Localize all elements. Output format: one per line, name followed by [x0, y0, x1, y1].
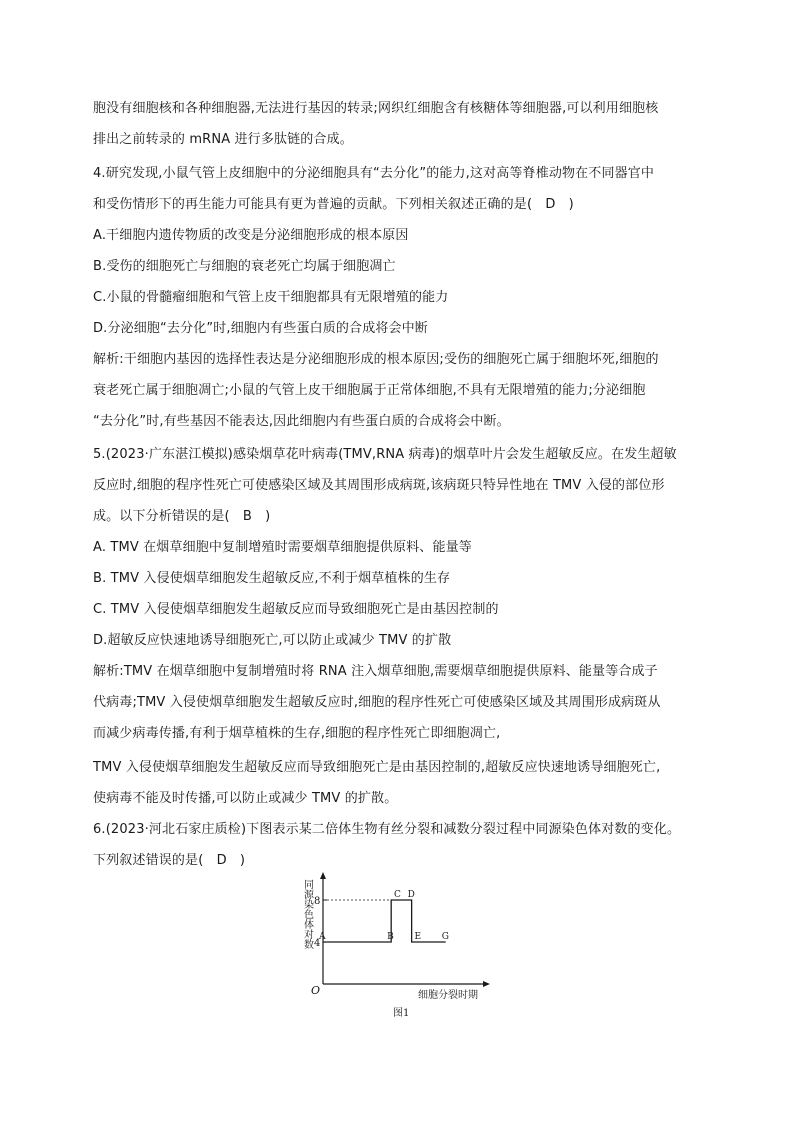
question-5-stem: 成。以下分析错误的是( B ) [93, 509, 271, 524]
explanation: 使病毒不能及时传播,可以防止或减少 TMV 的扩散。 [93, 791, 398, 806]
option-a: A.干细胞内遗传物质的改变是分泌细胞形成的根本原因 [93, 228, 409, 243]
point-label-e: E [414, 932, 422, 942]
explanation: “去分化”时,有些基因不能表达,因此细胞内有些蛋白质的合成将会中断。 [93, 414, 510, 429]
option-b: B.受伤的细胞死亡与细胞的衰老死亡均属于细胞凋亡 [93, 259, 396, 274]
question-5-stem: 5.(2023·广东湛江模拟)感染烟草花叶病毒(TMV,RNA 病毒)的烟草叶片会发生超敏反应。在发生超敏 [93, 447, 677, 462]
series-line [323, 900, 446, 942]
question-6-stem: 6.(2023·河北石家庄质检)下图表示某二倍体生物有丝分裂和减数分裂过程中同源染色体对数的变化。 [93, 822, 681, 837]
y-axis-arrow [320, 872, 326, 879]
option-c: C. TMV 入侵使烟草细胞发生超敏反应而导致细胞死亡是由基因控制的 [93, 602, 499, 617]
option-a: A. TMV 在烟草细胞中复制增殖时需要烟草细胞提供原料、能量等 [93, 540, 472, 555]
point-label-a: A [319, 932, 326, 942]
explanation: 而减少病毒传播,有利于烟草植株的生存,细胞的程序性死亡即细胞凋亡, [93, 726, 501, 741]
point-label-g: G [441, 932, 449, 942]
y-tick-label: 4 [314, 938, 321, 949]
option-d: D.超敏反应快速地诱导细胞死亡,可以防止或减少 TMV 的扩散 [93, 633, 452, 648]
explanation: 解析:TMV 在烟草细胞中复制增殖时将 RNA 注入烟草细胞,需要烟草细胞提供原料、能量等合成子 [93, 664, 658, 679]
point-label-d: D [407, 890, 415, 900]
explanation: 衰老死亡属于细胞凋亡;小鼠的气管上皮干细胞属于正常体细胞,不具有无限增殖的能力;分泌细胞 [93, 383, 646, 398]
question-5-stem: 反应时,细胞的程序性死亡可使感染区域及其周围形成病斑,该病斑只特异性地在 TMV 入侵的部位形 [93, 478, 665, 493]
y-tick-label: 8 [314, 896, 321, 907]
x-axis-arrow [483, 981, 490, 987]
option-b: B. TMV 入侵使烟草细胞发生超敏反应,不利于烟草植株的生存 [93, 571, 451, 586]
question-6-stem: 下列叙述错误的是( D ) [93, 853, 246, 868]
question-4-stem: 4.研究发现,小鼠气管上皮细胞中的分泌细胞具有“去分化”的能力,这对高等脊椎动物在不同器官中 [93, 166, 655, 181]
explanation: 解析:干细胞内基因的选择性表达是分泌细胞形成的根本原因;受伤的细胞死亡属于细胞坏死,细胞的 [93, 352, 659, 367]
explanation: TMV 入侵使烟草细胞发生超敏反应而导致细胞死亡是由基因控制的,超敏反应快速地诱导细胞死亡, [93, 760, 661, 775]
explanation: 代病毒;TMV 入侵使烟草细胞发生超敏反应时,细胞的程序性死亡可使感染区域及其周围形成病斑从 [93, 695, 661, 710]
option-c: C.小鼠的骨髓瘤细胞和气管上皮干细胞都具有无限增殖的能力 [93, 290, 449, 305]
origin-label: O [311, 984, 321, 997]
point-label-c: C [394, 890, 401, 900]
text-line: 排出之前转录的 mRNA 进行多肽链的合成。 [93, 132, 353, 147]
option-d: D.分泌细胞“去分化”时,细胞内有些蛋白质的合成将会中断 [93, 321, 428, 336]
chromosome-chart [293, 869, 493, 1029]
text-line: 胞没有细胞核和各种细胞器,无法进行基因的转录;网织红细胞含有核糖体等细胞器,可以利用细胞核 [93, 101, 659, 116]
question-4-stem: 和受伤情形下的再生能力可能具有更为普遍的贡献。下列相关叙述正确的是( D ) [93, 197, 574, 212]
figure-1 [293, 869, 493, 1029]
point-label-b: B [387, 932, 394, 942]
x-axis-label: 细胞分裂时期 [418, 990, 478, 1001]
figure-caption: 图1 [393, 1008, 410, 1019]
y-axis-label: 同源染色体对数 [301, 879, 313, 949]
